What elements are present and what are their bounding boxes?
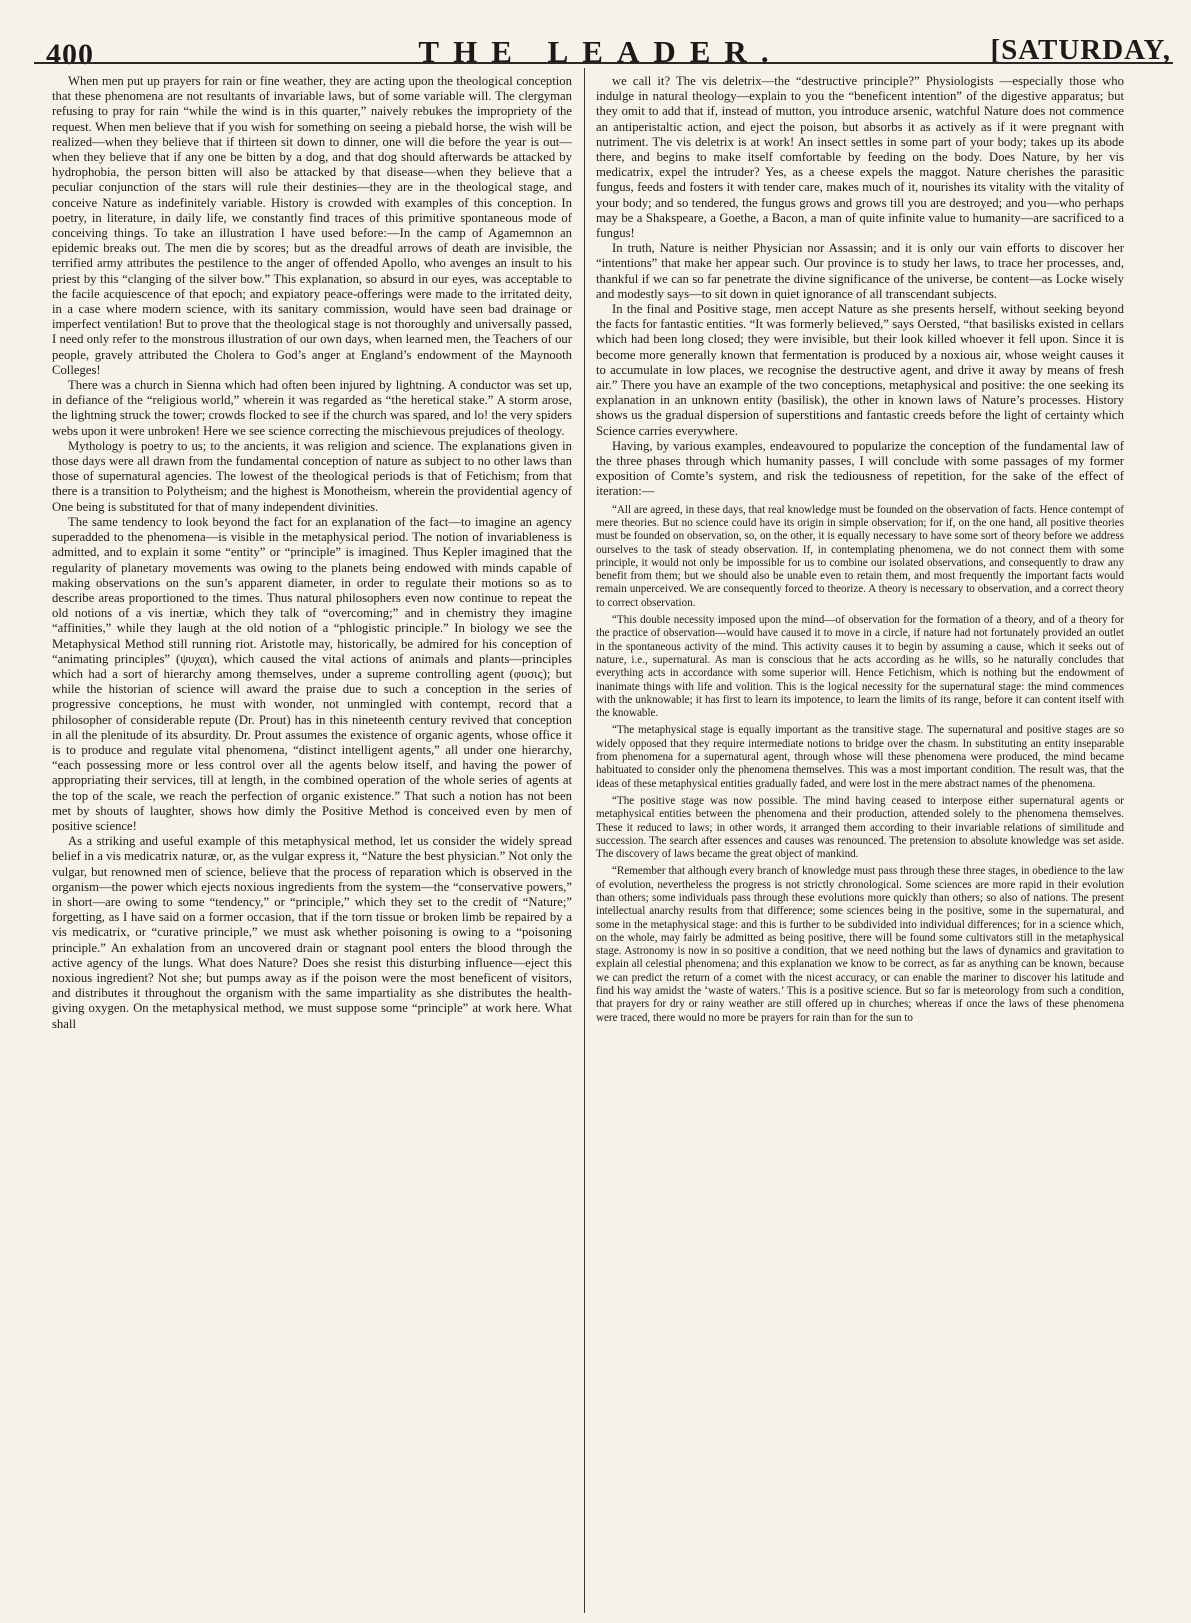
quoted-passage: “The metaphysical stage is equally important as the transitive stage. The supernatural and positive stages are so widely opposed that they require intermediate notions to bridge over the chasm. In substituting an entity inseparable from phenomena for a supernatural agent, through whose will these phenomena were produced, the mind became habituated to consider only the phenomena themselves. This was a most important condition. The result was, that the ideas of these metaphysical entities gradually faded, and were lost in the mere abstract names of the phenomena. xyxy=(596,724,1124,790)
left-column xyxy=(52,74,572,1614)
paragraph: In truth, Nature is neither Physician nor Assassin; and it is only our vain efforts to discover her “intentions” that make her appear such. Our province is to study her laws, to trace her processes, and, thankful if we can so far penetrate the divine significance of the universe, be content—as Locke wisely and modestly says—to sit down in quiet ignorance of all transcendant subjects. xyxy=(596,241,1124,301)
page-number: 400 xyxy=(46,38,94,71)
paragraph: Having, by various examples, endeavoured to popularize the conception of the fundamental law of the three phases through which humanity passes, I will conclude with some passages of my former exposition of Comte’s system, and risk the tediousness of repetition, for the sake of the effect of iteration:— xyxy=(596,438,1124,499)
quoted-passage: “The positive stage was now possible. The mind having ceased to interpose either supernatural agents or metaphysical entities between the phenomena and their production, attended solely to the phenomena themselves. These it reduced to laws; in other words, it arranged them according to their invariable relations of similitude and succession. The search after essences and causes was renounced. The pretension to absolute knowledge was set aside. The discovery of laws became the great object of mankind. xyxy=(596,794,1124,861)
dateline: [SATURDAY, xyxy=(990,34,1171,66)
paragraph: Mythology is poetry to us; to the ancients, it was religion and science. The explanations given in those days were all drawn from the fundamental conception of nature as subject to no other laws than those of supernatural agencies. The lowest of the theological periods is that of Fetichism; from that there is a transition to Polytheism; and the highest is Monotheism, wherein the providential agency of One being is substituted for that of many independent divinities. xyxy=(52,438,572,514)
quoted-passage: “This double necessity imposed upon the mind—of observation for the formation of a theory, and of a theory for the practice of observation—would have caused it to move in a circle, if nature had not fortunately provided an outlet in the spontaneous activity of the mind. This activity causes it to begin by assuming a cause, which it seeks out of nature, i.e., supernatural. As man is conscious that he acts according as he wills, so he naturally concludes that everything acts in accordance with some superior will. Hence Fetichism, which is nothing but the endowment of inanimate things with life and volition. This is the logical necessity for the supernatural stage: the mind commences with the unknowable; it has first to learn its impotence, to learn the limits of its range, before it can content itself with the knowable. xyxy=(596,614,1124,720)
quoted-passage: “Remember that although every branch of knowledge must pass through these three stages, in obedience to the law of evolution, nevertheless the progress is not strictly chronological. Some sciences are more rapid in their evolution than others; some individuals pass through these evolutions more quickly than others; so also of nations. The present intellectual anarchy results from that difference; some sciences being in the positive, some in the supernatural, and some in the metaphysical stage: and this is further to be subdivided into individual differences; for in a science which, on the whole, may fairly be admitted as being positive, there will be found some cultivators still in the metaphysical stage. Astronomy is now in so positive a condition, that we need nothing but the laws of dynamics and gravitation to explain all celestial phenomena; and this explanation we know to be correct, as far as anything can be known, because we can predict the return of a comet with the nicest accuracy, or can enable the mariner to discover his latitude and find his way amidst the ‘waste of waters.’ This is a positive science. But so far is meteorology from such a condition, that prayers for dry or rainy weather are still offered up in churches; whereas if once the laws of these phenomena were traced, there would no more be prayers for rain than for the sun to xyxy=(596,865,1124,1024)
paragraph: As a striking and useful example of this metaphysical method, let us consider the widely spread belief in a vis medicatrix naturæ, or, as the vulgar express it, “Nature the best physician.” Not only the vulgar, but renowned men of science, believe that the process of reparation which is observed in the organism—the power which ejects noxious ingredients from the system—the “conservative powers,” in short—are owing to some “tendency,” or “principle,” which they set to the credit of “Nature;” forgetting, as I have said on a former occasion, that if the torn tissue or broken limb be repaired by a vis medicatrix, or “curative principle,” we must ask whether poisoning is owing to a “poisoning principle.” An exhalation from an uncovered drain or stagnant pool enters the blood through the active agency of the lungs. What does Nature? Does she resist this disturbing influence—eject this noxious ingredient? Not she; but pumps away as if the poison were the most beneficent of visitors, and distributes it throughout the organism with the same impartiality as she distributes the health-giving oxygen. On the metaphysical method, we must suppose some “principle” at work here. What shall xyxy=(52,834,572,1031)
right-column xyxy=(596,74,1124,1614)
page-header xyxy=(30,18,1171,71)
paragraph: In the final and Positive stage, men accept Nature as she presents herself, without seeking beyond the facts for fantastic entities. “It was formerly believed,” says Oersted, “that basilisks existed in cellars which had been long closed; they were invisible, but their look killed whoever it fell upon. Since it is become more generally known that fermentation is produced by a noxious air, whose weight causes it to accumulate in low places, we recognise the destructive agent, and drive it away by means of fresh air.” There you have an example of the two conceptions, metaphysical and positive: the one seeking its explanation in an unknown entity (basilisk), the other in known laws of Nature’s processes. History shows us the gradual dispersion of superstitions and fantastic creeds before the light of certainty which Science carries everywhere. xyxy=(596,302,1124,438)
paragraph: When men put up prayers for rain or fine weather, they are acting upon the theological conception that these phenomena are not resultants of invariable laws, but of some variable will. The clergyman refusing to pray for rain “while the wind is in this quarter,” naively rebukes the impropriety of the request. When men believe that if you wish for something on seeing a piebald horse, the wish will be realized—when they believe that if thirteen sit down to dinner, one will die before the year is out—when they believe that if any one be bitten by a dog, and that dog should afterwards be attacked by hydrophobia, the person bitten will also be attacked by that disease—when they believe that a peculiar conjunction of the stars will rule their destinies—they are in the theological stage, and conceive Nature as indefinitely variable. History is crowded with examples of this conception. In poetry, in literature, in daily life, we constantly find traces of this primitive spontaneous mode of conceiving things. To take an illustration I have used before:—In the camp of Agamemnon an epidemic breaks out. The men die by scores; but as the dreadful arrows of death are invisible, the terrified army attributes the pestilence to the anger of offended Apollo, who avenges an insult to his priest by this “clanging of the silver bow.” This explanation, so absurd in our eyes, was acceptable to the facile acquiescence of that epoch; and expiatory peace-offerings were made to the irritated deity, in a case where modern science, with its sanitary commission, would have seen bad drainage or imperfect ventilation! But to prove that the theological stage is not thoroughly and universally passed, I need only refer to the monstrous illustration of our own days, when learned men, the Teachers of our people, gravely attributed the Cholera to God’s anger at England’s endowment of the Maynooth Colleges! xyxy=(52,74,572,377)
masthead: THE LEADER. xyxy=(418,34,783,69)
quoted-passage: “All are agreed, in these days, that real knowledge must be founded on the observation of facts. Hence contempt of mere theories. But no science could have its origin in simple observation; for if, on the one hand, all positive theories must be founded on observation, so, on the other, it is equally necessary to have some sort of theory before we address ourselves to the task of steady observation. If, in contemplating phenomena, we do not connect them with some principle, it would not only be impossible for us to combine our isolated observations, and consequently to draw any benefit from them; but we should also be unable even to retain them, and most frequently the important facts would remain unperceived. We are consequently forced to theorize. A theory is necessary to observation, and a correct theory to correct observation. xyxy=(596,503,1124,609)
column-rule xyxy=(584,68,585,1613)
header-rule xyxy=(34,62,1173,64)
paragraph: There was a church in Sienna which had often been injured by lightning. A conductor was set up, in defiance of the “religious world,” wherein it was regarded as “the heretical stake.” A storm arose, the lightning struck the tower; crowds flocked to see if the church was spared, and lo! the very spiders webs upon it were unbroken! Here we see science correcting the mischievous prejudices of theology. xyxy=(52,378,572,438)
paragraph: The same tendency to look beyond the fact for an explanation of the fact—to imagine an agency superadded to the phenomena—is visible in the metaphysical period. The notion of invariableness is admitted, and to explain it some “entity” or “principle” is imagined. Thus Kepler imagined that the regularity of planetary movements was owing to the planets being endowed with minds capable of making observations on the sun’s apparent diameter, in order to regulate their motions so as to describe areas proportioned to the times. Thus natural philosophers even now continue to repeat the old notions of a vis inertiæ, which they talk of “overcoming;” and in chemistry they imagine “affinities,” while they laugh at the old notion of a “phlogistic principle.” In biology we see the Metaphysical Method still running riot. Aristotle may, historically, be admired for his conception of “animating principles” (ψυχαι), which caused the vital actions of animals and plants—principles which had a sort of hierarchy among themselves, under a supreme controlling agent (φυσις); but while the historian of science will award the praise due to such a conception in the series of progressive conceptions, he must with wonder, not unmingled with contempt, record that a philosopher of considerable repute (Dr. Prout) has in this nineteenth century revived that conception in all the plenitude of its absurdity. Dr. Prout assumes the existence of organic agents, whose office it is to produce and regulate vital phenomena, “distinct intelligent agents,” all under one hierarchy, “each possessing more or less control over all the agents below itself, and having the power of appropriating their services, till at length, in the combined operation of the whole series of agents at the top of the scale, we reach the perfection of organic existence.” That such a notion has not been met by shouts of laughter, shows how dimly the Positive Method is conceived even by men of positive science! xyxy=(52,514,572,833)
paragraph: we call it? The vis deletrix—the “destructive principle?” Physiologists —especially those who indulge in natural theology—explain to you the “beneficent intention” of the digestive apparatus; but they omit to add that if, instead of mutton, you introduce arsenic, watchful Nature does not commence an antiperistaltic action, and eject the poison, but absorbs it as actively as if it were pregnant with nutriment. The vis deletrix is at work! An insect settles in some part of your body; takes up its abode there, and begins to make itself comfortable by feeding on the body. Does Nature, by her vis medicatrix, expel the intruder? Yes, as a cheese expels the maggot. Nature cherishes the parasitic fungus, feeds and fosters it with tender care, makes much of it, nourishes its vitality with the vitality of your body; and so tendered, the fungus grows and grows till you are destroyed; and you—who perhaps may be a Shakspeare, a Goethe, a Bacon, a man of quite infinite value to humanity—are sacrificed to a fungus! xyxy=(596,74,1124,241)
